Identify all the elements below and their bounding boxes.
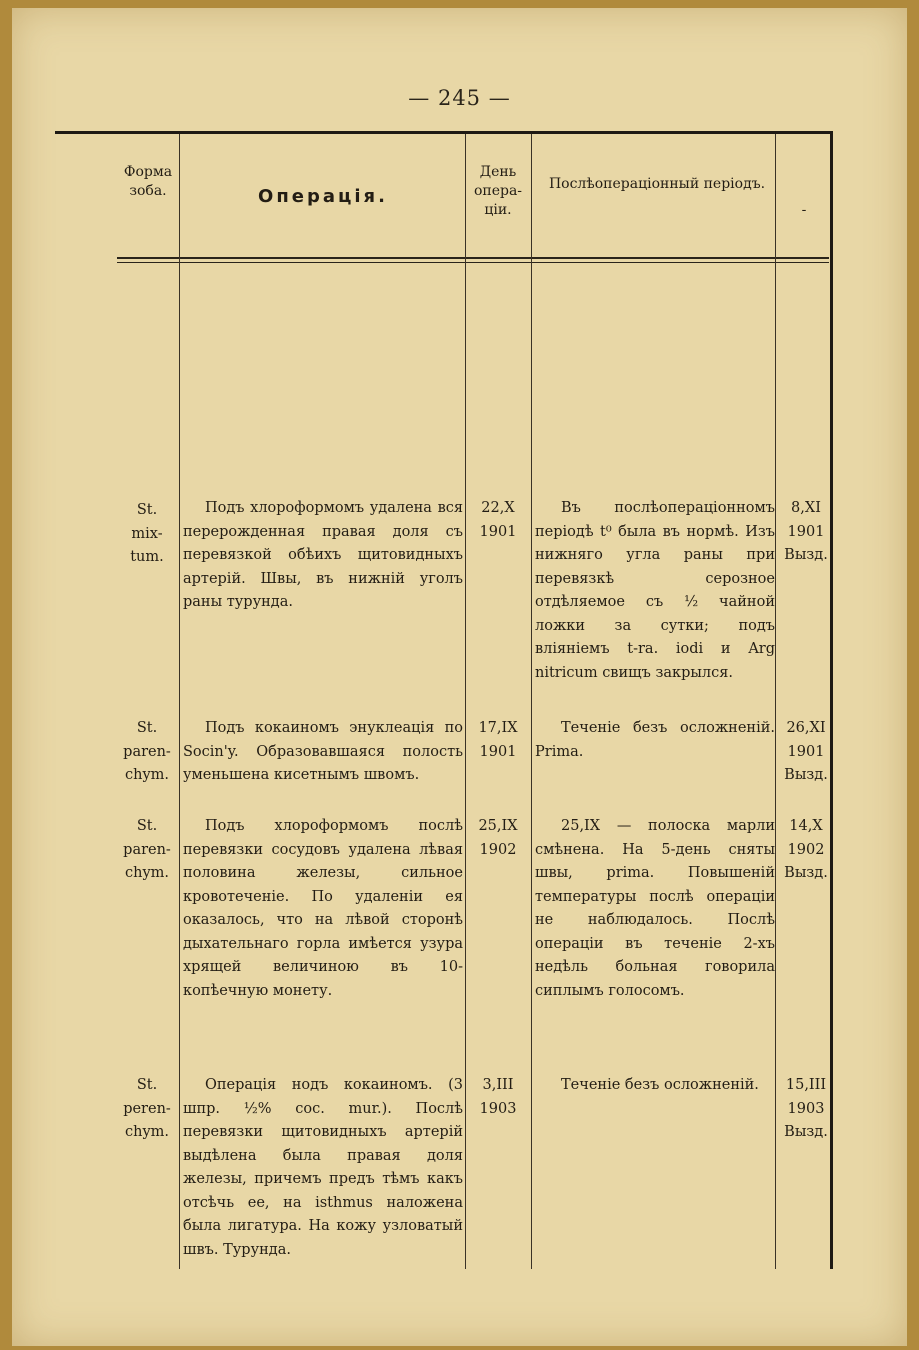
- row1-day: 22,X 1901: [479, 500, 517, 540]
- header-post: Послѣоперацiонный перiодъ.: [548, 176, 766, 192]
- column-divider: [531, 134, 532, 1269]
- column-divider: [179, 134, 180, 1269]
- row2-post: Теченiе безъ осложненiй. Prima.: [535, 720, 775, 760]
- row3-post: 25,IX — полоска марли смѣнена. На 5-день сняты швы, prima. Повышенiй температуры послѣ операцiи не наблюдалось. Послѣ операцiи въ теченiе 2-хъ недѣль больная говорила сиплымъ голосомъ.: [535, 818, 775, 999]
- column-divider: [465, 134, 466, 1269]
- row4-operation: Операцiя нодъ кокаиномъ. (3 шпр. ½% coc. mur.). Послѣ перевязки щитовидныхъ артерiй выдѣлена была правая доля железы, причемъ предъ тѣмъ какъ отсѣчь ее, на isthmus наложена была лигатура. На кожу узловатый швъ. Турунда.: [183, 1077, 463, 1258]
- table-top-rule: [55, 131, 833, 134]
- surgery-table: [55, 131, 833, 1269]
- row1-operation: Подъ хлороформомъ удалена вся перерожденная правая доля съ перевязкой обѣихъ щитовидныхъ артерiй. Швы, въ нижнiй уголъ раны турунда.: [183, 500, 463, 610]
- row2-operation: Подъ кокаиномъ энуклеацiя по Socin'y. Образовавшаяся полость уменьшена кисетнымъ швомъ.: [183, 720, 463, 783]
- row4-form: St. peren-chym.: [123, 1077, 171, 1140]
- row2-form: St. paren-chym.: [123, 720, 171, 783]
- page-number: — 245 —: [408, 86, 511, 110]
- row3-result: 14,X 1902 Вызд.: [784, 818, 828, 881]
- header-rule-thin: [117, 262, 829, 263]
- column-divider: [775, 134, 776, 1269]
- header-day: День опера-цiи.: [473, 164, 523, 218]
- row4-result: 15,III 1903 Вызд.: [784, 1077, 828, 1140]
- header-result: -: [801, 202, 807, 218]
- row4-day: 3,III 1903: [479, 1077, 517, 1117]
- row3-form: St. paren-chym.: [123, 818, 171, 881]
- row4-post: Теченiе безъ осложненiй.: [561, 1077, 759, 1093]
- row3-day: 25,IX 1902: [478, 818, 518, 858]
- row2-result: 26,XI 1901 Вызд.: [784, 720, 828, 783]
- header-rule: [117, 257, 829, 259]
- row1-form: St. mix-tum.: [130, 502, 164, 565]
- row2-day: 17,IX 1901: [478, 720, 518, 760]
- header-form: Форма зоба.: [123, 164, 173, 199]
- row1-post: Въ послѣоперацiонномъ перiодѣ t⁰ была въ нормѣ. Изъ нижняго угла раны при перевязкѣ серозное отдѣляемое съ ½ чайной ложки за сутки; подъ влiянiемъ t-ra. iodi и Arg nitricum свищъ закрылся.: [535, 500, 775, 681]
- row1-result: 8,XI 1901 Вызд.: [784, 500, 828, 563]
- header-operation: Операцiя.: [258, 186, 388, 207]
- row3-operation: Подъ хлороформомъ послѣ перевязки сосудовъ удалена лѣвая половина железы, сильное кровотеченiе. По удаленiи ея оказалось, что на лѣвой сторонѣ дыхательнаго горла имѣется узура хрящей величиною въ 10-копѣечную монету.: [183, 818, 463, 999]
